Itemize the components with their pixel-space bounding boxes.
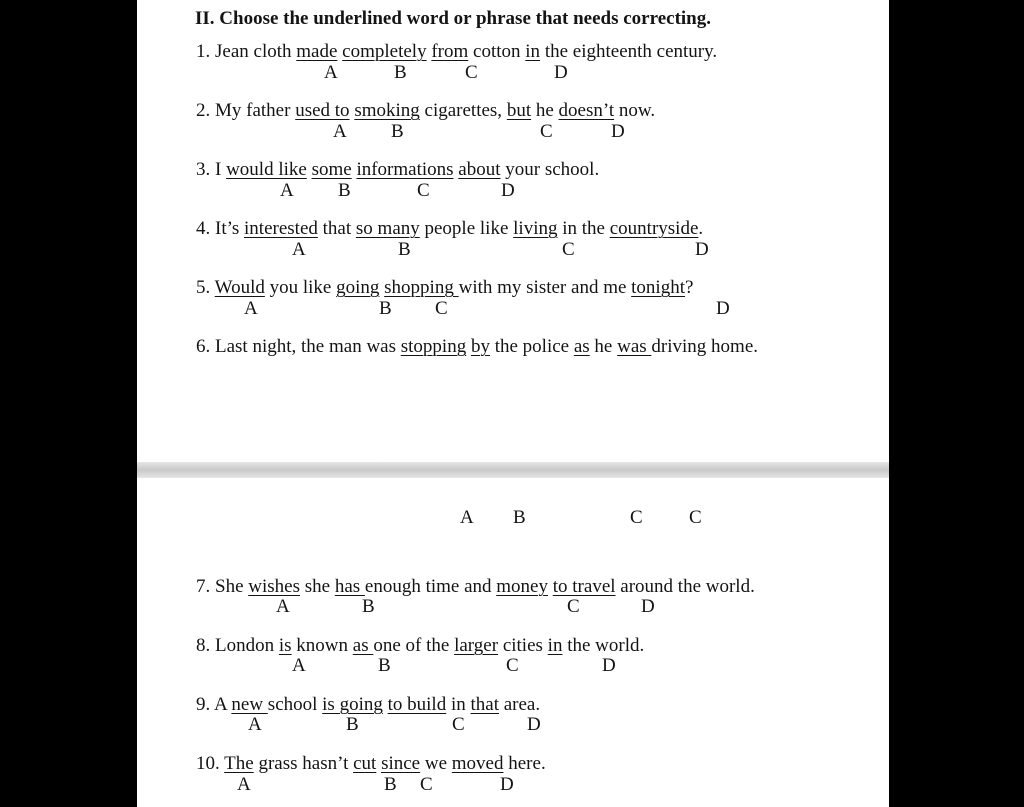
underlined-option: in <box>525 41 541 62</box>
option-letter-c: C <box>452 714 465 735</box>
question-number: 8. <box>196 635 215 656</box>
underlined-option: from <box>431 41 469 62</box>
option-letter-d: D <box>641 596 655 617</box>
option-letter-b: B <box>379 298 392 319</box>
option-letter-b: B <box>378 655 391 676</box>
option-letter-d: D <box>611 121 625 142</box>
question-number: 6. <box>196 336 215 357</box>
worksheet-page-top <box>137 0 889 462</box>
option-letter-c: C <box>465 62 478 83</box>
underlined-option: by <box>470 336 490 357</box>
option-letter-d: D <box>695 239 709 260</box>
option-letter-d: D <box>527 714 541 735</box>
underlined-option: Would <box>214 277 265 298</box>
question-text: you like <box>264 277 337 298</box>
question-1 <box>196 42 717 61</box>
underlined-option: that <box>470 694 499 715</box>
option-letter-d: D <box>501 180 515 201</box>
question-text: he <box>589 336 618 357</box>
underlined-option: tonight <box>631 277 685 298</box>
underlined-option: countryside <box>609 218 699 239</box>
worksheet-page-bottom <box>137 478 889 807</box>
question-text: cotton <box>468 41 526 62</box>
question-text: enough time and <box>364 576 497 597</box>
option-letter-d: D <box>554 62 568 83</box>
option-letter-b: B <box>513 507 526 528</box>
option-letter-a: A <box>244 298 258 319</box>
question-text: he <box>531 100 559 121</box>
option-letter-c: C <box>420 774 433 795</box>
option-letter-b: B <box>384 774 397 795</box>
underlined-option: cut <box>353 753 377 774</box>
underlined-option: going <box>336 277 380 298</box>
question-text: cigarettes, <box>419 100 507 121</box>
page-separator <box>137 462 889 478</box>
question-text: that <box>317 218 356 239</box>
option-letter-c: C <box>506 655 519 676</box>
question-6 <box>196 337 758 356</box>
underlined-option: made <box>296 41 338 62</box>
question-8 <box>196 636 644 655</box>
option-letter-b: B <box>346 714 359 735</box>
underlined-option: to travel <box>552 576 616 597</box>
underlined-option: doesn’t <box>558 100 615 121</box>
option-letter-a: A <box>280 180 294 201</box>
question-text: one of the <box>373 635 455 656</box>
question-text: here. <box>503 753 546 774</box>
option-letter-c: C <box>435 298 448 319</box>
question-number: 7. <box>196 576 215 597</box>
question-text: area. <box>498 694 541 715</box>
underlined-option: since <box>381 753 421 774</box>
question-number: 2. <box>196 100 215 121</box>
option-letter-a: A <box>276 596 290 617</box>
option-letter-a: A <box>324 62 338 83</box>
option-letter-a: A <box>460 507 474 528</box>
underlined-option: so many <box>355 218 420 239</box>
question-3 <box>196 160 599 179</box>
option-letter-c: C <box>630 507 643 528</box>
question-number: 3. <box>196 159 215 180</box>
question-7 <box>196 577 755 596</box>
question-text: . <box>698 218 704 239</box>
option-letter-b: B <box>362 596 375 617</box>
question-2 <box>196 101 655 120</box>
question-text: My father <box>215 100 296 121</box>
option-letter-d: D <box>602 655 616 676</box>
underlined-option: The <box>224 753 254 774</box>
question-text: the eighteenth century. <box>540 41 718 62</box>
underlined-option: some <box>311 159 352 180</box>
underlined-option: would like <box>226 159 307 180</box>
question-text: now. <box>614 100 656 121</box>
question-text: London <box>215 635 279 656</box>
option-letter-c: C <box>417 180 430 201</box>
question-text: A <box>213 694 232 715</box>
underlined-option: smoking <box>354 100 420 121</box>
question-text: people like <box>419 218 514 239</box>
question-text: Jean cloth <box>215 41 297 62</box>
question-text: cities <box>498 635 548 656</box>
question-number: 5. <box>196 277 215 298</box>
question-5 <box>196 278 693 297</box>
underlined-option: has <box>334 576 365 597</box>
underlined-option: informations <box>356 159 454 180</box>
underlined-option: shopping <box>384 277 459 298</box>
underlined-option: was <box>617 336 652 357</box>
question-text: the world. <box>562 635 645 656</box>
option-letter-c: C <box>567 596 580 617</box>
question-text: school <box>267 694 323 715</box>
question-text: she <box>299 576 335 597</box>
underlined-option: is going <box>322 694 383 715</box>
option-letter-a: A <box>292 655 306 676</box>
option-letter-c: C <box>540 121 553 142</box>
underlined-option: living <box>513 218 558 239</box>
underlined-option: in <box>547 635 563 656</box>
underlined-option: but <box>506 100 532 121</box>
option-letter-d: D <box>716 298 730 319</box>
question-text: around the world. <box>615 576 755 597</box>
question-text: the police <box>489 336 574 357</box>
underlined-option: completely <box>342 41 427 62</box>
underlined-option: as <box>352 635 374 656</box>
option-letter-b: B <box>398 239 411 260</box>
option-letter-a: A <box>292 239 306 260</box>
question-text: ? <box>685 277 694 298</box>
question-number: 9. <box>196 694 214 715</box>
question-text: I <box>215 159 227 180</box>
option-letter-b: B <box>394 62 407 83</box>
underlined-option: about <box>458 159 501 180</box>
question-number: 10. <box>196 753 225 774</box>
question-text: She <box>215 576 249 597</box>
question-text: grass hasn’t <box>253 753 354 774</box>
option-letter-c: C <box>689 507 702 528</box>
question-9 <box>196 695 540 714</box>
question-text: we <box>420 753 452 774</box>
question-text: your school. <box>500 159 600 180</box>
underlined-option: money <box>496 576 548 597</box>
underlined-option: used to <box>295 100 350 121</box>
option-letter-a: A <box>248 714 262 735</box>
question-number: 1. <box>196 41 215 62</box>
exercise-heading: II. Choose the underlined word or phrase that needs correcting. <box>195 8 711 29</box>
question-10 <box>196 754 546 773</box>
underlined-option: is <box>278 635 292 656</box>
question-text: in the <box>557 218 610 239</box>
question-text: known <box>291 635 353 656</box>
underlined-option: interested <box>244 218 318 239</box>
underlined-option: new <box>231 694 268 715</box>
question-text: with my sister and me <box>458 277 632 298</box>
question-text: It’s <box>215 218 245 239</box>
option-letter-b: B <box>338 180 351 201</box>
question-number: 4. <box>196 218 215 239</box>
underlined-option: to build <box>387 694 447 715</box>
question-4 <box>196 219 703 238</box>
question-text: Last night, the man was <box>215 336 401 357</box>
underlined-option: as <box>573 336 590 357</box>
option-letter-d: D <box>500 774 514 795</box>
underlined-option: moved <box>451 753 504 774</box>
option-letter-a: A <box>237 774 251 795</box>
underlined-option: stopping <box>400 336 467 357</box>
underlined-option: larger <box>454 635 499 656</box>
option-letter-a: A <box>333 121 347 142</box>
option-letter-b: B <box>391 121 404 142</box>
question-text: in <box>446 694 471 715</box>
underlined-option: wishes <box>248 576 300 597</box>
option-letter-c: C <box>562 239 575 260</box>
question-text: driving home. <box>651 336 759 357</box>
